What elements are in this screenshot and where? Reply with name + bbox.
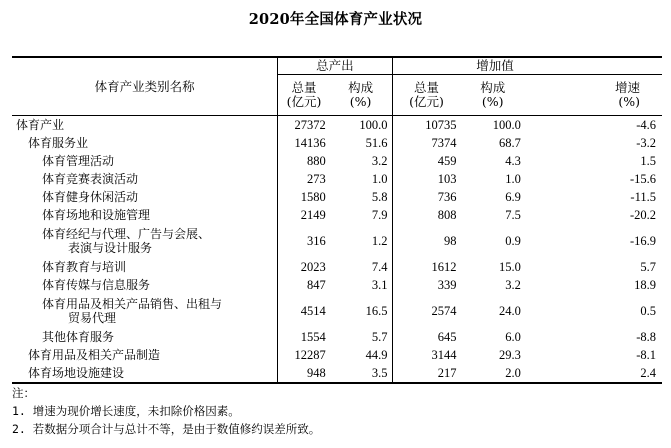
row-category-name-line2: 表演与设计服务 [68,241,153,255]
header-output-share-unit: (%) [349,94,372,109]
cell-va-growth: -11.5 [630,190,656,204]
row-category-name: 体育场地设施建设 [12,364,278,383]
row-category-name-line2: 贸易代理 [68,311,117,325]
row-category-name: 体育教育与培训 [12,258,278,276]
cell-va-total: 3144 [392,346,461,364]
cell-va-growth: -8.1 [636,348,656,362]
row-category-name: 体育健身休闲活动 [12,188,278,206]
cell-va-growth: -4.6 [636,118,656,132]
cell-va-growth: 2.4 [525,364,662,383]
cell-va-total: 736 [392,188,461,206]
table-row [12,170,662,188]
table-row [12,364,662,383]
cell-output-share: 1.2 [371,234,388,248]
cell-output-total: 880 [306,154,326,168]
cell-va-total: 808 [392,206,461,224]
cell-output-share: 7.4 [371,260,388,274]
cell-output-total: 948 [278,364,330,383]
footnote-2: 2. 若数据分项合计与总计不等，是由于数值修约误差所致。 [12,422,321,436]
cell-output-share: 5.7 [371,330,388,344]
table-row [12,328,662,346]
cell-va-growth: 18.9 [634,278,656,292]
row-category-name [12,294,278,328]
cell-output-share: 51.6 [365,136,388,150]
cell-va-growth: -15.6 [629,172,656,186]
header-va-total [392,75,461,116]
cell-va-share: 29.3 [499,348,521,362]
header-category-name: 体育产业类别名称 [12,57,278,116]
table-title: 2020年全国体育产业状况 [248,11,423,28]
cell-va-growth: 5.7 [640,260,656,274]
footnote-label: 注： [12,386,35,400]
header-va-growth-unit: (%) [618,94,640,109]
table-row [12,294,662,328]
cell-output-total: 2023 [300,260,326,274]
row-category-name: 其他体育服务 [12,328,278,346]
header-output-total-label: 总量 [291,80,317,95]
header-spacer [598,57,662,75]
cell-output-share: 100.0 [359,118,388,132]
footnotes [12,384,320,438]
row-category-name: 体育产业 [12,116,278,135]
cell-va-share: 15.0 [499,260,521,274]
header-va-total-unit: (亿元) [409,94,444,109]
header-va-share-label: 构成 [480,80,506,95]
cell-va-growth: 0.5 [640,304,656,318]
cell-va-growth: -3.2 [636,136,656,150]
row-category-name-line1: 体育经纪与代理、广告与会展、 [42,227,211,241]
cell-va-total: 10735 [392,116,461,135]
row-category-name: 体育服务业 [12,134,278,152]
cell-output-share: 3.5 [330,364,392,383]
cell-output-total: 273 [306,172,326,186]
cell-va-growth: -8.8 [636,330,656,344]
cell-output-total: 316 [306,234,326,248]
cell-va-share: 4.3 [505,154,521,168]
header-output-total-unit: (亿元) [286,94,322,109]
cell-output-share: 44.9 [365,348,388,362]
cell-va-total: 217 [392,364,461,383]
cell-va-share: 6.0 [505,330,521,344]
row-category-name: 体育场地和设施管理 [12,206,278,224]
cell-output-total: 27372 [294,118,326,132]
row-category-name: 体育管理活动 [12,152,278,170]
cell-output-share: 16.5 [365,304,388,318]
cell-va-total: 459 [392,152,461,170]
header-va-total-label: 总量 [414,80,440,95]
table-row [12,224,662,258]
header-va-share [461,75,525,116]
row-category-name: 体育竞赛表演活动 [12,170,278,188]
table-row [12,258,662,276]
cell-va-total: 2574 [392,294,461,328]
cell-output-total: 847 [306,278,326,292]
cell-va-total: 645 [392,328,461,346]
cell-va-total: 103 [392,170,461,188]
cell-va-share: 6.9 [505,190,521,204]
header-va-growth [525,75,662,116]
header-va-growth-label: 增速 [614,80,640,95]
table-row [12,116,662,135]
cell-output-total: 4514 [300,304,326,318]
cell-va-growth: -20.2 [629,208,656,222]
data-table-container [12,56,662,384]
cell-va-total: 7374 [392,134,461,152]
cell-output-share: 3.2 [371,154,388,168]
sports-industry-table [12,56,662,384]
header-output-share-label: 构成 [348,80,374,95]
cell-output-total: 1554 [300,330,326,344]
cell-output-total: 1580 [300,190,326,204]
cell-output-total: 14136 [294,136,326,150]
header-output-share [330,75,392,116]
cell-va-share: 24.0 [499,304,521,318]
cell-output-share: 5.8 [371,190,388,204]
cell-va-total: 339 [392,276,461,294]
row-category-name [12,224,278,258]
cell-va-share: 68.7 [499,136,521,150]
cell-va-share: 100.0 [492,118,521,132]
cell-va-total: 1612 [392,258,461,276]
cell-va-share: 3.2 [505,278,521,292]
header-output-total [278,75,330,116]
cell-va-share: 0.9 [505,234,521,248]
cell-output-share: 1.0 [371,172,388,186]
table-row [12,206,662,224]
header-va-share-unit: (%) [481,94,504,109]
footnote-1: 1. 增速为现价增长速度，未扣除价格因素。 [12,404,240,418]
table-row [12,152,662,170]
cell-output-share: 3.1 [371,278,388,292]
row-category-name: 体育用品及相关产品制造 [12,346,278,364]
table-row [12,346,662,364]
cell-output-total: 2149 [300,208,326,222]
cell-va-share: 1.0 [505,172,521,186]
cell-output-share: 7.9 [371,208,388,222]
cell-va-share: 2.0 [461,364,525,383]
cell-va-growth: 1.5 [640,154,656,168]
row-category-name-line1: 体育用品及相关产品销售、出租与 [42,297,223,311]
cell-va-total: 98 [392,224,461,258]
header-gross-output: 总产出 [278,57,392,75]
cell-va-growth: -16.9 [629,234,656,248]
cell-va-share: 7.5 [505,208,521,222]
table-row [12,276,662,294]
table-row [12,188,662,206]
row-category-name: 体育传媒与信息服务 [12,276,278,294]
table-row [12,134,662,152]
cell-output-total: 12287 [294,348,326,362]
header-value-added: 增加值 [392,57,598,75]
table-body [12,116,662,384]
